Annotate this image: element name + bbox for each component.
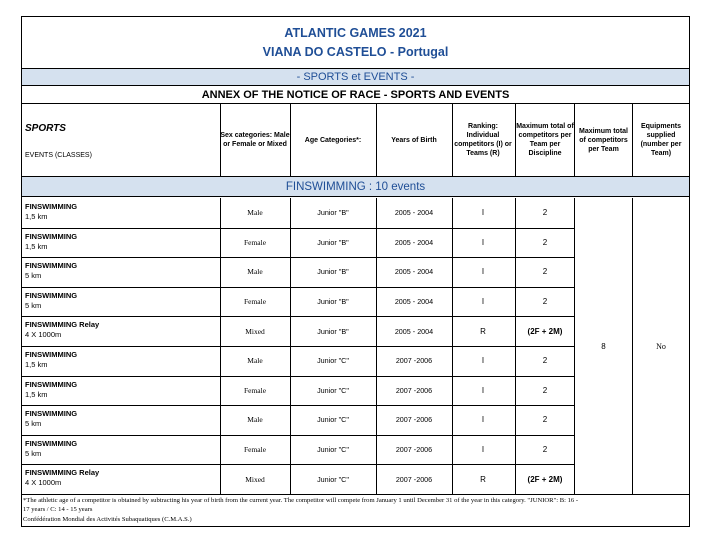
cell-age: Junior "C" — [317, 356, 349, 366]
cell-birth: 2007 -2006 — [395, 415, 433, 425]
cell-max: 2 — [542, 415, 548, 425]
cell-age: Junior "C" — [317, 445, 349, 455]
annex-heading: ANNEX OF THE NOTICE OF RACE - SPORTS AND EVENTS — [22, 86, 689, 104]
cell-birth: 2005 - 2004 — [394, 208, 434, 218]
event-name: FINSWIMMING — [25, 202, 78, 211]
cell-sex: Mixed — [245, 326, 265, 336]
cell-age: Junior "B" — [317, 208, 349, 218]
footnote-line-2: 17 years / C: 14 - 15 years — [23, 506, 93, 514]
event-name-cell — [25, 439, 77, 459]
event-distance: 5 km — [25, 448, 42, 458]
max-per-discipline-header: Maximum total of competitors per Team per Discipline — [516, 123, 574, 157]
max-per-team-value: 8 — [601, 341, 606, 351]
cell-sex: Female — [243, 297, 267, 307]
cell-rank: I — [481, 237, 485, 247]
event-distance: 1,5 km — [25, 389, 48, 399]
title-line-1: ATLANTIC GAMES 2021 — [284, 26, 427, 40]
cell-age: Junior "B" — [317, 267, 349, 277]
cell-sex: Mixed — [245, 474, 265, 484]
notice-of-race-table — [21, 16, 690, 527]
cell-rank: I — [481, 385, 485, 395]
document-title — [22, 17, 689, 69]
event-name: FINSWIMMING — [25, 438, 78, 448]
cell-birth: 2007 -2006 — [395, 356, 433, 366]
cell-max: 2 — [542, 297, 548, 307]
cell-rank: I — [481, 356, 485, 366]
sex-categories-header: Sex categories: Male or Female or Mixed — [220, 132, 290, 148]
cell-rank: I — [481, 445, 485, 455]
cell-age: Junior "C" — [317, 474, 349, 484]
title-line-2: VIANA DO CASTELO - Portugal — [262, 45, 449, 59]
event-name: FINSWIMMING — [25, 379, 78, 389]
event-name-cell — [25, 320, 99, 340]
event-name-cell — [25, 468, 99, 488]
cell-max: 2 — [542, 356, 548, 366]
cell-max: 2 — [542, 445, 548, 455]
cell-sex: Female — [243, 445, 267, 455]
event-distance: 5 km — [25, 271, 42, 281]
cell-birth: 2005 - 2004 — [394, 326, 434, 336]
cell-birth: 2007 -2006 — [395, 474, 433, 484]
event-name-cell — [25, 232, 77, 252]
footnote-line-1: *The athletic age of a competitor is obtained by subtracting his year of birth from the current year. The competitor will compete from January 1 until December 31 of the year in this category. "JUNIOR": B: 16 - — [23, 497, 579, 504]
event-distance: 4 X 1000m — [25, 330, 62, 340]
cell-birth: 2005 - 2004 — [394, 267, 434, 277]
event-name-cell — [25, 291, 77, 311]
event-name: FINSWIMMING — [25, 290, 78, 300]
cell-rank: I — [481, 208, 485, 218]
event-distance: 4 X 1000m — [25, 478, 62, 488]
cell-rank: R — [480, 474, 486, 484]
cell-age: Junior "C" — [317, 385, 349, 395]
cell-max: 2 — [542, 267, 548, 277]
cell-age: Junior "B" — [317, 237, 349, 247]
event-name: FINSWIMMING — [25, 409, 78, 419]
cell-birth: 2007 -2006 — [395, 445, 433, 455]
cell-sex: Male — [247, 415, 263, 425]
cell-birth: 2005 - 2004 — [394, 297, 434, 307]
event-distance: 1,5 km — [25, 360, 48, 369]
event-name-cell — [25, 261, 77, 281]
finswimming-section-band: FINSWIMMING : 10 events — [22, 176, 689, 197]
cell-birth: 2007 -2006 — [395, 385, 433, 395]
cell-sex: Female — [243, 385, 267, 395]
event-name-cell — [25, 350, 77, 370]
cell-rank: I — [481, 267, 485, 277]
footnote-line-3: Confédération Mondial des Activités Subaquatiques (C.M.A.S.) — [23, 515, 192, 523]
ranking-header: Ranking: Individual competitors (I) or Teams (R) — [454, 123, 512, 157]
sports-header: SPORTS — [25, 123, 66, 134]
cell-max: 2 — [542, 208, 548, 218]
cell-rank: I — [481, 297, 485, 307]
event-distance: 5 km — [25, 300, 42, 310]
footnote — [23, 496, 687, 524]
event-name-cell — [25, 409, 77, 429]
event-name: FINSWIMMING Relay — [25, 468, 100, 478]
equipment-value: No — [656, 341, 666, 351]
age-categories-header: Age Categories*: — [304, 136, 362, 144]
event-name: FINSWIMMING — [25, 350, 78, 359]
cell-age: Junior "C" — [317, 415, 349, 425]
event-distance: 1,5 km — [25, 241, 48, 251]
event-name: FINSWIMMING — [25, 261, 78, 271]
cell-max: (2F + 2M) — [527, 474, 563, 484]
max-per-team-header: Maximum total of competitors per Team — [578, 127, 628, 153]
cell-age: Junior "B" — [317, 297, 349, 307]
events-header: EVENTS (CLASSES) — [25, 152, 92, 159]
cell-sex: Male — [247, 208, 263, 218]
cell-age: Junior "B" — [317, 326, 349, 336]
cell-rank: R — [480, 326, 486, 336]
cell-rank: I — [481, 415, 485, 425]
cell-max: 2 — [542, 237, 548, 247]
event-distance: 5 km — [25, 419, 42, 429]
cell-sex: Female — [243, 237, 267, 247]
event-name-cell — [25, 202, 77, 222]
event-name-cell — [25, 380, 77, 400]
sports-events-band: - SPORTS et EVENTS - — [22, 69, 689, 86]
cell-birth: 2005 - 2004 — [394, 237, 434, 247]
event-name: FINSWIMMING — [25, 231, 78, 241]
event-distance: 1,5 km — [25, 212, 48, 221]
years-of-birth-header: Years of Birth — [391, 136, 437, 144]
cell-sex: Male — [247, 267, 263, 277]
cell-sex: Male — [247, 356, 263, 366]
cell-max: 2 — [542, 385, 548, 395]
equipments-header: Equipments supplied (number per Team) — [640, 123, 682, 157]
event-name: FINSWIMMING Relay — [25, 320, 100, 330]
cell-max: (2F + 2M) — [527, 326, 563, 336]
